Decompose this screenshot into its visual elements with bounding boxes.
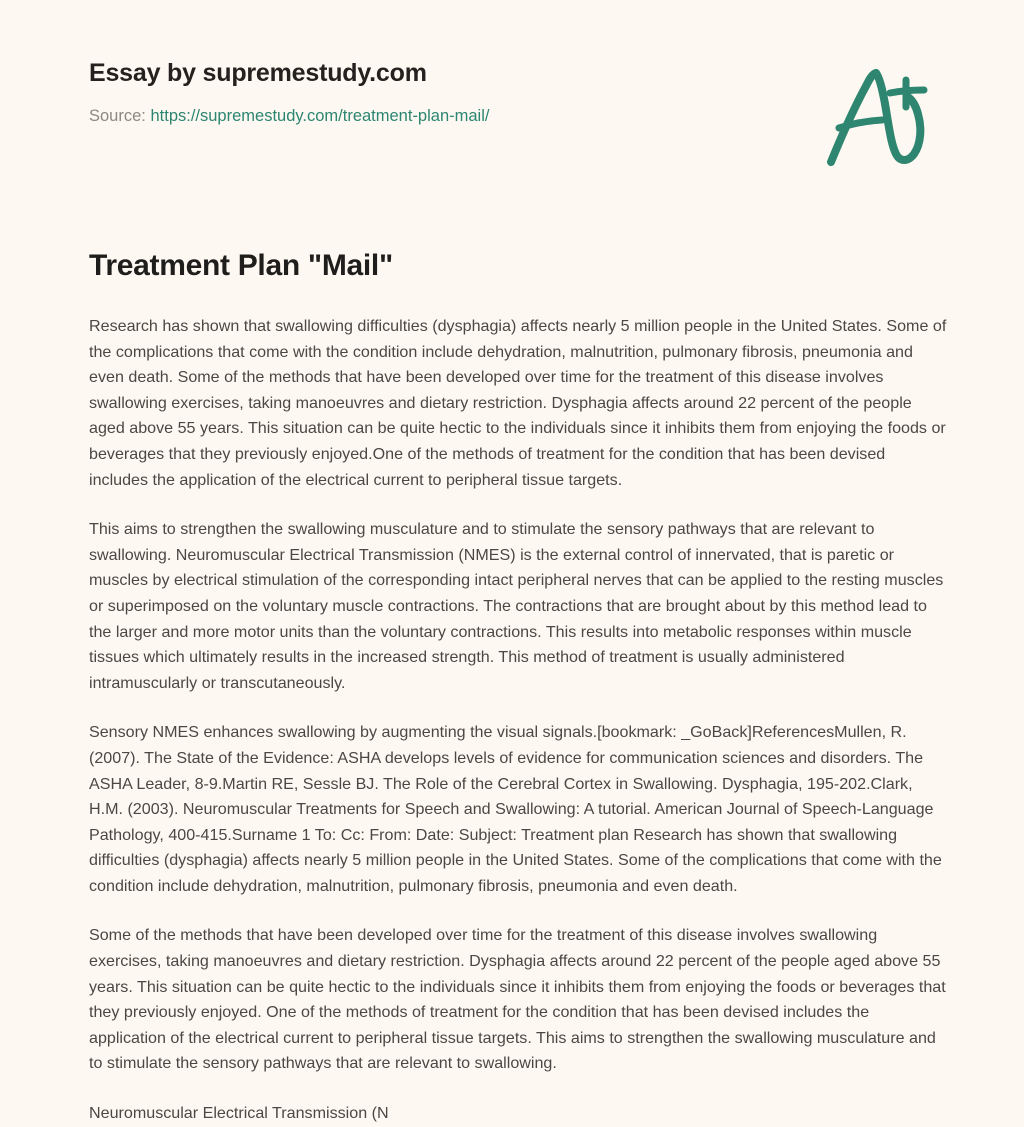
paragraph-1: Research has shown that swallowing difficulties (dysphagia) affects nearly 5 million people in the United States. Some of the complications that come with the condition include dehydration, malnutrition, pulmonary fibrosis, pneumonia and even death. Some of the methods that have been developed over time for the treatment of this disease involves swallowing exercises, taking manoeuvres and dietary restriction. Dysphagia affects around 22 percent of the people aged above 55 years. This situation can be quite hectic to the individuals since it inhibits them from enjoying the foods or beverages that they previously enjoyed.One of the methods of treatment for the condition that has been devised includes the application of the electrical current to peripheral tissue targets.: [89, 317, 947, 489]
paragraph-5-truncated: Neuromuscular Electrical Transmission (N: [89, 1104, 389, 1123]
source-line: [89, 106, 729, 127]
paragraph-2: This aims to strengthen the swallowing musculature and to stimulate the sensory pathways that are relevant to swallowing. Neuromuscular Electrical Transmission (NMES) is the external control of innervated, that is paretic or muscles by electrical stimulation of the corresponding intact peripheral nerves that can be applied to the resting muscles or superimposed on the voluntary muscle contractions. The contractions that are brought about by this method lead to the larger and more motor units than the voluntary contractions. This results into metabolic responses within muscle tissues which ultimately results in the increased strength. This method of treatment is usually administered intramuscularly or transcutaneously.: [89, 520, 944, 692]
article-title: Treatment Plan "Mail": [89, 249, 393, 282]
article: [89, 246, 947, 1127]
source-label: Source:: [89, 107, 146, 126]
a-plus-logo-icon: [818, 62, 936, 172]
paragraph-3: Sensory NMES enhances swallowing by augmenting the visual signals.[bookmark: _GoBack]ReferencesMullen, R. (2007). The State of the Evidence: ASHA develops levels of evidence for communication sciences and disorders. The ASHA Leader, 8-9.Martin RE, Sessle BJ. The Role of the Cerebral Cortex in Swallowing. Dysphagia, 195-202.Clark, H.M. (2003). Neuromuscular Treatments for Speech and Swallowing: A tutorial. American Journal of Speech-Language Pathology, 400-415.Surname 1 To: Cc: From: Date: Subject: Treatment plan Research has shown that swallowing difficulties (dysphagia) affects nearly 5 million people in the United States. Some of the complications that come with the condition include dehydration, malnutrition, pulmonary fibrosis, pneumonia and even death.: [89, 723, 942, 895]
brand-title: Essay by supremestudy.com: [89, 59, 427, 87]
brand-block: [89, 58, 729, 128]
source-url-link[interactable]: https://supremestudy.com/treatment-plan-mail/: [150, 107, 490, 126]
a-plus-logo: [818, 62, 936, 172]
article-body: [89, 314, 947, 1127]
page-header: [0, 0, 1024, 200]
paragraph-4: Some of the methods that have been developed over time for the treatment of this disease involves swallowing exercises, taking manoeuvres and dietary restriction. Dysphagia affects around 22 percent of the people aged above 55 years. This situation can be quite hectic to the individuals since it inhibits them from enjoying the foods or beverages that they previously enjoyed. One of the methods of treatment for the condition that has been devised includes the application of the electrical current to peripheral tissue targets. This aims to strengthen the swallowing musculature and to stimulate the sensory pathways that are relevant to swallowing.: [89, 926, 946, 1073]
